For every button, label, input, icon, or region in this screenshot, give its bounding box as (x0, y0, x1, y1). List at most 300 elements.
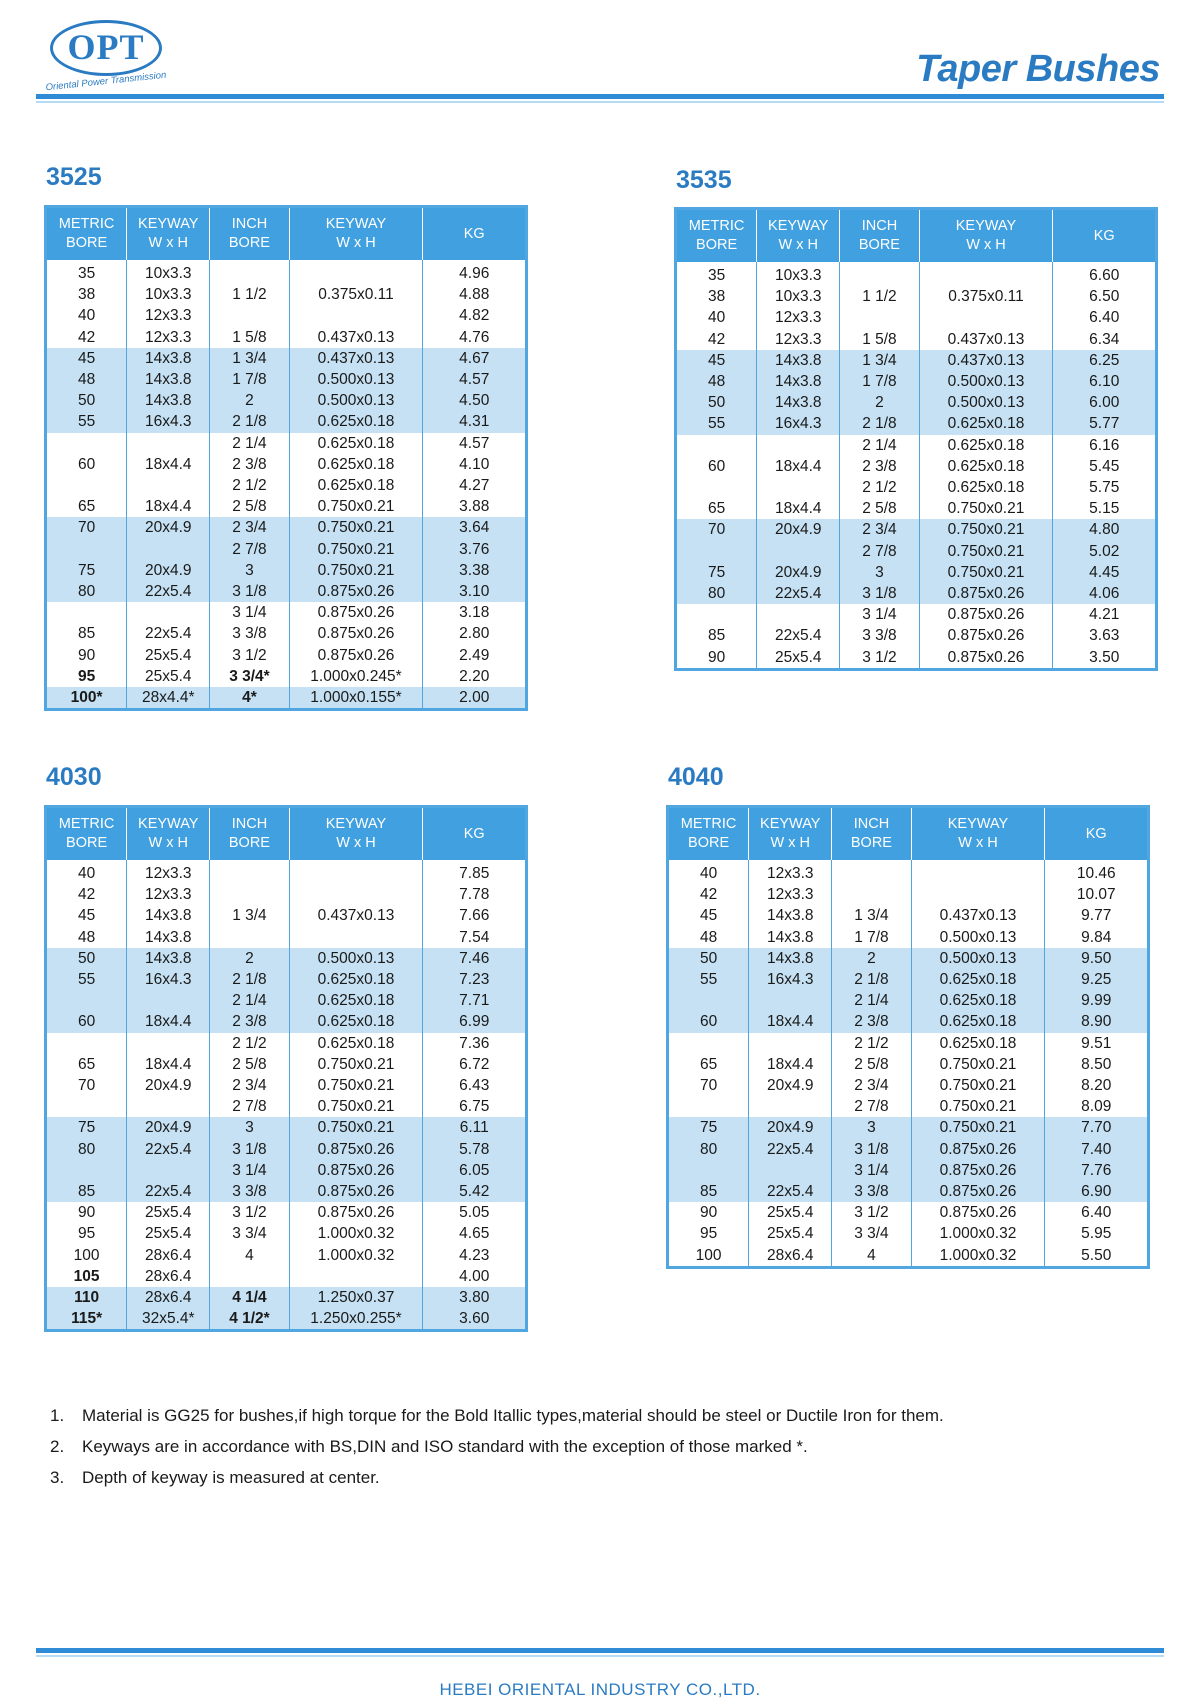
table-cell: 2 7/8 (210, 1096, 289, 1117)
table-cell: 4.10 (423, 454, 527, 475)
table-cell: 22x5.4 (757, 583, 840, 604)
table-row (46, 1308, 527, 1331)
table-cell: 90 (707, 648, 726, 666)
table-cell: 18x4.4 (749, 1011, 832, 1032)
section-title-4040: 4040 (668, 763, 724, 791)
table-cell: 9.51 (1045, 1033, 1149, 1054)
note-text: Keyways are in accordance with BS,DIN and ISO standard with the exception of those marked *. (82, 1437, 808, 1456)
table-cell: 6.16 (1053, 435, 1157, 456)
table-cell: 0.875x0.26 (919, 625, 1053, 646)
table-cell: 60 (46, 1011, 127, 1032)
column-header: KG (423, 807, 527, 861)
table-cell: 50 (46, 390, 127, 411)
column-header: INCH BORE (832, 807, 911, 861)
table-cell: 2.00 (423, 687, 527, 710)
table-cell (757, 604, 840, 625)
column-header: KG (423, 207, 527, 261)
table-cell: 2 5/8 (210, 496, 289, 517)
table-cell (46, 1160, 127, 1181)
table-cell (749, 1033, 832, 1054)
table-cell: 9.84 (1045, 927, 1149, 948)
table-row (46, 475, 527, 496)
table-cell: 4.82 (423, 305, 527, 326)
table-cell: 5.05 (423, 1202, 527, 1223)
table-cell: 0.750x0.21 (289, 517, 423, 538)
table-cell: 3.76 (423, 539, 527, 560)
table-cell: 75 (46, 1117, 127, 1138)
table-cell: 20x4.9 (127, 1117, 210, 1138)
table-cell: 0.625x0.18 (911, 990, 1045, 1011)
table-cell: 3.64 (423, 517, 527, 538)
table-cell: 6.99 (423, 1011, 527, 1032)
table-cell: 14x3.8 (127, 948, 210, 969)
table-cell: 0.875x0.26 (911, 1139, 1045, 1160)
table-cell: 0.437x0.13 (289, 327, 423, 348)
note-item (50, 1462, 1150, 1493)
table-row (46, 348, 527, 369)
table-cell: 0.500x0.13 (911, 927, 1045, 948)
column-header: KEYWAY W x H (289, 807, 423, 861)
table-cell: 0.750x0.21 (289, 1054, 423, 1075)
note-number: 1. (50, 1406, 65, 1425)
table-cell: 0.625x0.18 (289, 1011, 423, 1032)
table-cell (46, 602, 127, 623)
table-cell: 7.40 (1045, 1139, 1149, 1160)
table-cell: 14x3.8 (749, 927, 832, 948)
table-cell: 20x4.9 (749, 1075, 832, 1096)
table-cell: 7.46 (423, 948, 527, 969)
table-cell: 18x4.4 (127, 454, 210, 475)
table-row (46, 284, 527, 305)
table-cell: 50 (668, 948, 749, 969)
table-cell (919, 262, 1053, 286)
table-cell: 5.50 (1045, 1245, 1149, 1268)
column-header: KEYWAY W x H (127, 807, 210, 861)
table-cell (210, 860, 289, 884)
table-cell: 3.80 (423, 1287, 527, 1308)
table-cell: 4.57 (423, 433, 527, 454)
table-cell: 45 (699, 907, 718, 925)
table-row (46, 1011, 527, 1032)
table-cell: 3 1/2 (832, 1202, 911, 1223)
table-cell: 42 (77, 886, 96, 904)
table-cell: 2 (832, 948, 911, 969)
table-row (46, 1117, 527, 1138)
table-row (668, 1181, 1149, 1202)
table-cell: 4.45 (1053, 562, 1157, 583)
table-row (46, 1096, 527, 1117)
table-row (46, 1287, 527, 1308)
table-cell: 0.437x0.13 (911, 905, 1045, 926)
table-cell: 3 1/8 (210, 581, 289, 602)
table-cell: 2 3/4 (832, 1075, 911, 1096)
table-cell: 1.250x0.255* (289, 1308, 423, 1331)
note-item (50, 1400, 1150, 1431)
table-row (46, 496, 527, 517)
table-cell: 18x4.4 (757, 456, 840, 477)
table-cell: 40 (699, 865, 718, 882)
table-cell: 2 3/8 (840, 456, 919, 477)
table-cell: 6.34 (1053, 329, 1157, 350)
table-header-row (46, 207, 527, 261)
table-cell: 0.750x0.21 (919, 562, 1053, 583)
table-cell: 4.23 (423, 1245, 527, 1266)
table-cell: 4.65 (423, 1223, 527, 1244)
table-cell: 6.90 (1045, 1181, 1149, 1202)
table-row (46, 860, 527, 884)
table-cell: 1 1/2 (840, 286, 919, 307)
table-4040 (666, 805, 1150, 1269)
table-cell (840, 262, 919, 286)
table-cell: 5.15 (1053, 498, 1157, 519)
table-cell: 1.250x0.37 (289, 1287, 423, 1308)
column-header: KG (1053, 209, 1157, 263)
table-cell: 3 (840, 562, 919, 583)
table-cell: 4.76 (423, 327, 527, 348)
table-cell (289, 260, 423, 284)
table-cell: 10x3.3 (757, 286, 840, 307)
table-cell (911, 860, 1045, 884)
table-cell: 5.02 (1053, 541, 1157, 562)
table-cell (289, 860, 423, 884)
header-rule (36, 94, 1164, 99)
table-cell: 9.50 (1045, 948, 1149, 969)
table-cell: 18x4.4 (757, 498, 840, 519)
table-cell (832, 884, 911, 905)
table-cell: 6.25 (1053, 350, 1157, 371)
table-cell (757, 435, 840, 456)
table-header-row (46, 807, 527, 861)
table-row (676, 541, 1157, 562)
table-cell (289, 884, 423, 905)
column-header: INCH BORE (210, 207, 289, 261)
table-cell: 45 (676, 350, 757, 371)
table-cell: 38 (77, 286, 96, 304)
table-row (676, 435, 1157, 456)
column-header: METRIC BORE (46, 807, 127, 861)
table-cell: 0.500x0.13 (911, 948, 1045, 969)
table-row (46, 1033, 527, 1054)
table-cell (668, 1160, 749, 1181)
table-cell: 95 (699, 1225, 718, 1243)
table-cell: 25x5.4 (127, 666, 210, 687)
table-cell: 2 1/4 (210, 990, 289, 1011)
table-cell: 2 1/4 (210, 433, 289, 454)
table-cell: 3 3/8 (210, 623, 289, 644)
table-cell: 20x4.9 (127, 560, 210, 581)
table-cell: 25x5.4 (749, 1223, 832, 1244)
table-cell (46, 475, 127, 496)
table-cell: 5.78 (423, 1139, 527, 1160)
column-header: KEYWAY W x H (127, 207, 210, 261)
table-cell: 6.50 (1053, 286, 1157, 307)
table-cell: 18x4.4 (127, 1011, 210, 1032)
table-cell: 0.437x0.13 (919, 350, 1053, 371)
table-row (668, 927, 1149, 948)
table-cell: 3.60 (423, 1308, 527, 1331)
table-cell (757, 541, 840, 562)
table-cell: 3 3/4 (832, 1223, 911, 1244)
table-cell: 4.06 (1053, 583, 1157, 604)
table-cell: 110 (46, 1287, 127, 1308)
table-4030 (44, 805, 528, 1332)
table-cell (127, 539, 210, 560)
table-cell (127, 433, 210, 454)
table-cell: 25x5.4 (127, 645, 210, 666)
table-cell (676, 541, 757, 562)
table-cell: 28x6.4 (127, 1266, 210, 1287)
table-cell: 3 (210, 1117, 289, 1138)
table-row (676, 371, 1157, 392)
table-row (668, 1223, 1149, 1244)
table-cell: 6.05 (423, 1160, 527, 1181)
table-cell (749, 1096, 832, 1117)
table-row (676, 262, 1157, 286)
table-cell: 1 3/4 (210, 348, 289, 369)
table-cell: 90 (77, 646, 96, 664)
table-cell: 4 (210, 1245, 289, 1266)
table-cell: 3.88 (423, 496, 527, 517)
table-cell (210, 927, 289, 948)
table-cell (127, 1160, 210, 1181)
table-row (46, 1160, 527, 1181)
table-row (46, 433, 527, 454)
column-header: INCH BORE (840, 209, 919, 263)
table-cell: 2 1/2 (832, 1033, 911, 1054)
table-cell: 80 (668, 1139, 749, 1160)
notes-list (50, 1400, 1150, 1493)
table-cell: 14x3.8 (127, 348, 210, 369)
table-cell: 42 (707, 330, 726, 348)
table-cell: 3 (210, 560, 289, 581)
table-cell: 4.80 (1053, 519, 1157, 540)
table-cell: 55 (46, 969, 127, 990)
table-row (46, 969, 527, 990)
table-row (668, 1033, 1149, 1054)
table-cell (210, 884, 289, 905)
table-cell: 10x3.3 (127, 260, 210, 284)
table-cell: 3 3/4* (210, 666, 289, 687)
table-cell: 95 (77, 1225, 96, 1243)
table-cell: 2 5/8 (832, 1054, 911, 1075)
table-cell: 48 (699, 928, 718, 946)
table-cell: 22x5.4 (127, 581, 210, 602)
table-cell: 80 (676, 583, 757, 604)
table-row (46, 1139, 527, 1160)
table-cell: 42 (699, 886, 718, 904)
table-cell: 32x5.4* (127, 1308, 210, 1331)
table-cell (840, 307, 919, 328)
table-cell: 5.95 (1045, 1223, 1149, 1244)
page-title: Taper Bushes (916, 48, 1160, 90)
table-cell: 0.750x0.21 (919, 519, 1053, 540)
table-cell: 4 1/4 (210, 1287, 289, 1308)
table-cell: 4 1/2* (210, 1308, 289, 1331)
table-row (46, 927, 527, 948)
table-cell: 40 (77, 865, 96, 882)
table-cell: 3.63 (1053, 625, 1157, 646)
table-cell: 2 3/4 (210, 1075, 289, 1096)
table-cell: 70 (46, 517, 127, 538)
table-cell (676, 477, 757, 498)
section-title-3535: 3535 (676, 166, 732, 194)
table-row (46, 369, 527, 390)
table-cell: 0.875x0.26 (919, 583, 1053, 604)
table-cell: 1.000x0.32 (289, 1223, 423, 1244)
table-cell: 2 3/4 (210, 517, 289, 538)
table-row (46, 1075, 527, 1096)
table-cell: 0.500x0.13 (289, 369, 423, 390)
table-cell (127, 990, 210, 1011)
table-cell: 0.750x0.21 (289, 1096, 423, 1117)
table-cell: 0.875x0.26 (289, 1202, 423, 1223)
table-cell: 65 (699, 1055, 718, 1073)
table-row (668, 1096, 1149, 1117)
table-cell: 45 (77, 907, 96, 925)
table-row (46, 1181, 527, 1202)
column-header: METRIC BORE (668, 807, 749, 861)
table-cell: 0.750x0.21 (919, 498, 1053, 519)
table-cell (289, 305, 423, 326)
table-cell: 75 (676, 562, 757, 583)
table-cell: 85 (668, 1181, 749, 1202)
table-cell: 25x5.4 (757, 647, 840, 670)
table-cell (668, 1033, 749, 1054)
table-cell (210, 260, 289, 284)
table-header-row (676, 209, 1157, 263)
table-cell: 3 3/8 (832, 1181, 911, 1202)
table-cell: 7.23 (423, 969, 527, 990)
table-cell: 8.09 (1045, 1096, 1149, 1117)
table-cell: 7.36 (423, 1033, 527, 1054)
table-cell: 2 1/8 (840, 413, 919, 434)
table-cell: 5.42 (423, 1181, 527, 1202)
column-header: KEYWAY W x H (919, 209, 1053, 263)
table-cell: 85 (707, 627, 726, 645)
table-row (668, 1011, 1149, 1032)
table-cell: 0.750x0.21 (289, 1117, 423, 1138)
table-row (46, 623, 527, 644)
table-cell: 0.875x0.26 (289, 623, 423, 644)
table-cell: 6.40 (1045, 1202, 1149, 1223)
table-cell: 0.375x0.11 (289, 284, 423, 305)
footer-rule-light (36, 1655, 1164, 1657)
table-cell (127, 602, 210, 623)
table-cell: 22x5.4 (757, 625, 840, 646)
table-cell: 2 7/8 (840, 541, 919, 562)
table-cell: 7.78 (423, 884, 527, 905)
table-cell: 5.77 (1053, 413, 1157, 434)
table-cell: 60 (668, 1011, 749, 1032)
table-cell: 14x3.8 (749, 948, 832, 969)
table-row (676, 329, 1157, 350)
table-cell: 0.437x0.13 (919, 329, 1053, 350)
table-cell: 6.60 (1053, 262, 1157, 286)
table-cell: 12x3.3 (127, 327, 210, 348)
table-cell: 4.67 (423, 348, 527, 369)
table-cell: 0.500x0.13 (289, 948, 423, 969)
table-cell: 10.07 (1045, 884, 1149, 905)
table-row (46, 905, 527, 926)
table-row (668, 1202, 1149, 1223)
table-row (46, 260, 527, 284)
table-row (46, 1266, 527, 1287)
table-cell: 85 (77, 625, 96, 643)
table-row (668, 990, 1149, 1011)
table-cell: 0.875x0.26 (289, 581, 423, 602)
table-cell: 3.50 (1053, 647, 1157, 670)
table-cell: 20x4.9 (127, 517, 210, 538)
table-cell: 48 (676, 371, 757, 392)
table-cell: 2 1/2 (840, 477, 919, 498)
table-cell: 14x3.8 (757, 392, 840, 413)
table-cell (127, 475, 210, 496)
table-cell: 12x3.3 (127, 305, 210, 326)
table-row (676, 625, 1157, 646)
table-cell: 4* (210, 687, 289, 710)
table-cell: 45 (46, 348, 127, 369)
table-cell: 28x6.4 (749, 1245, 832, 1268)
table-cell: 22x5.4 (127, 1181, 210, 1202)
table-cell: 3 1/8 (210, 1139, 289, 1160)
table-cell: 3 3/8 (840, 625, 919, 646)
table-row (46, 948, 527, 969)
table-cell: 0.625x0.18 (289, 969, 423, 990)
table-cell: 1 1/2 (210, 284, 289, 305)
table-row (668, 1245, 1149, 1268)
table-row (46, 990, 527, 1011)
note-text: Material is GG25 for bushes,if high torque for the Bold Itallic types,material should be steel or Ductile Iron for them. (82, 1406, 944, 1425)
table-cell: 2 (210, 390, 289, 411)
table-cell: 0.625x0.18 (911, 1011, 1045, 1032)
table-row (46, 1202, 527, 1223)
table-cell: 8.90 (1045, 1011, 1149, 1032)
table-cell: 25x5.4 (127, 1223, 210, 1244)
table-cell: 7.76 (1045, 1160, 1149, 1181)
table-cell: 10.46 (1045, 860, 1149, 884)
table-row (668, 969, 1149, 990)
table-row (46, 1245, 527, 1266)
table-cell: 0.875x0.26 (919, 647, 1053, 670)
table-cell (676, 435, 757, 456)
table-cell: 18x4.4 (749, 1054, 832, 1075)
table-cell: 0.875x0.26 (911, 1181, 1045, 1202)
table-cell: 75 (46, 560, 127, 581)
table-cell: 4.27 (423, 475, 527, 496)
table-row (676, 647, 1157, 670)
table-cell (749, 990, 832, 1011)
table-cell: 28x6.4 (127, 1245, 210, 1266)
table-row (46, 1054, 527, 1075)
table-cell: 0.625x0.18 (919, 456, 1053, 477)
table-cell: 9.77 (1045, 905, 1149, 926)
table-cell: 1 5/8 (840, 329, 919, 350)
table-cell: 2 1/4 (840, 435, 919, 456)
table-cell: 42 (77, 328, 96, 346)
table-row (676, 583, 1157, 604)
table-cell: 4.96 (423, 260, 527, 284)
footer-rule (36, 1648, 1164, 1653)
table-cell: 2 1/8 (210, 411, 289, 432)
table-cell: 2 (840, 392, 919, 413)
table-cell: 7.71 (423, 990, 527, 1011)
table-cell: 18x4.4 (127, 496, 210, 517)
table-cell: 0.625x0.18 (289, 990, 423, 1011)
table-cell: 6.72 (423, 1054, 527, 1075)
table-cell: 65 (77, 1055, 96, 1073)
table-cell (289, 1266, 423, 1287)
table-cell: 95 (77, 667, 96, 685)
